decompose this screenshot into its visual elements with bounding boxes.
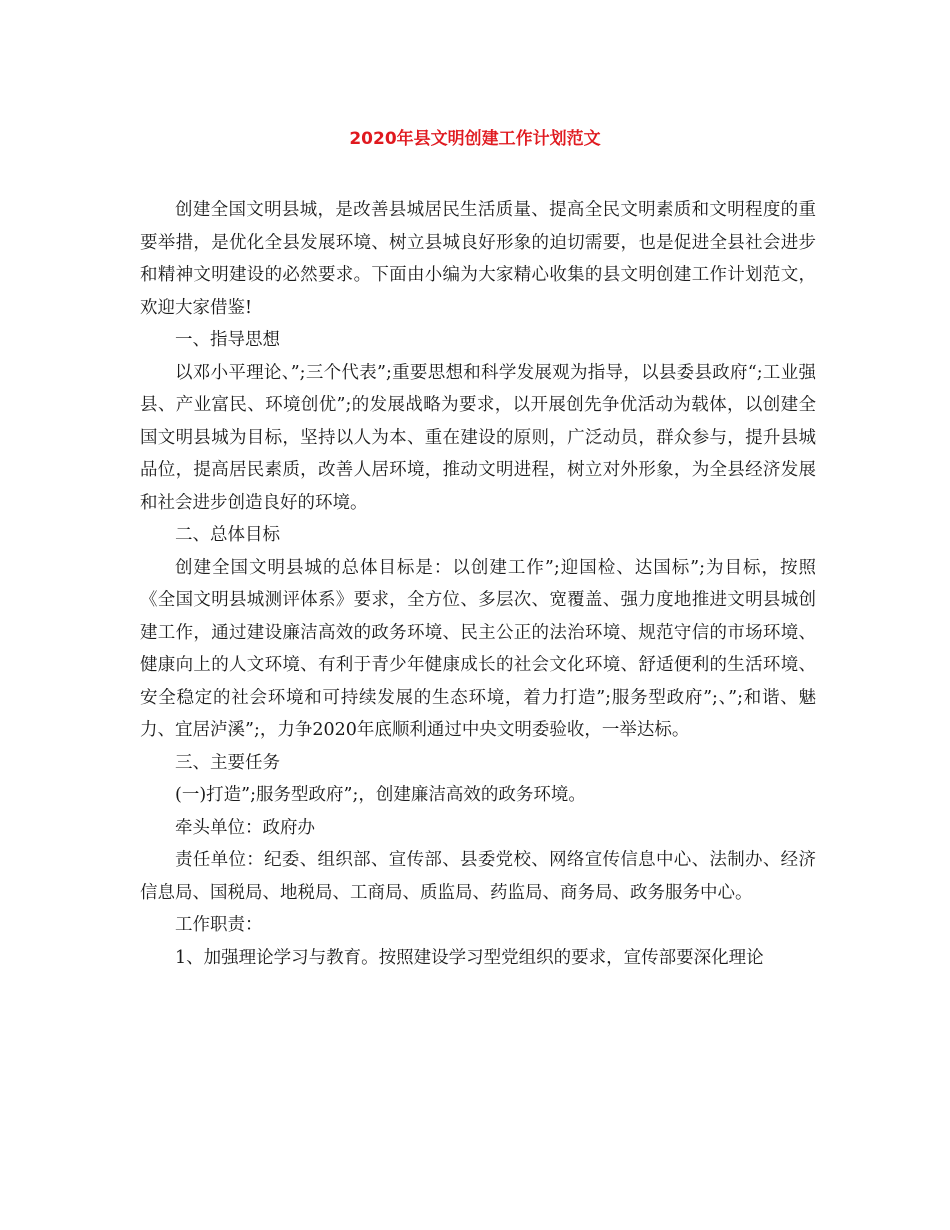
guiding-ideology-paragraph: 以邓小平理论、”;三个代表”;重要思想和科学发展观为指导，以县委县政府“;工业强县、产业富民、环境创优”;的发展战略为要求，以开展创先争优活动为载体，以创建全国文明县城为目标，坚持以人为本、重在建设的原则，广泛动员，群众参与，提升县城品位，提高居民素质，改善人居环境，推动文明进程，树立对外形象，为全县经济发展和社会进步创造良好的环境。 <box>140 362 816 513</box>
section-heading-guiding-ideology: 一、指导思想 <box>175 330 280 350</box>
lead-unit-line: 牵头单位：政府办 <box>175 817 315 838</box>
document-title: 2020年县文明创建工作计划范文 <box>349 129 601 149</box>
duty-item-1: 1、加强理论学习与教育。按照建设学习型党组织的要求，宣传部要深化理论 <box>175 947 764 968</box>
section-heading-overall-goal: 二、总体目标 <box>175 525 280 545</box>
responsible-units-paragraph: 责任单位：纪委、组织部、宣传部、县委党校、网络宣传信息中心、法制办、经济信息局、国税局、地税局、工商局、质监局、药监局、商务局、政务服务中心。 <box>140 850 816 903</box>
intro-paragraph: 创建全国文明县城，是改善县城居民生活质量、提高全民文明素质和文明程度的重要举措，是优化全县发展环境、树立县城良好形象的迫切需要，也是促进全县社会进步和精神文明建设的必然要求。下面由小编为大家精心收集的县文明创建工作计划范文，欢迎大家借鉴! <box>140 200 816 318</box>
duties-heading: 工作职责： <box>175 915 263 935</box>
document-body <box>140 194 816 974</box>
overall-goal-paragraph: 创建全国文明县城的总体目标是：以创建工作”;迎国检、达国标”;为目标，按照《全国文明县城测评体系》要求，全方位、多层次、宽覆盖、强力度地推进文明县城创建工作，通过建设廉洁高效的政务环境、民主公正的法治环境、规范守信的市场环境、健康向上的人文环境、有利于青少年健康成长的社会文化环境、舒适便利的生活环境、安全稳定的社会环境和可持续发展的生态环境，着力打造”;服务型政府”;、”;和谐、魅力、宜居泸溪”;，力争2020年底顺利通过中央文明委验收，一举达标。 <box>140 557 816 740</box>
task-one-heading: (一)打造”;服务型政府”;，创建廉洁高效的政务环境。 <box>175 785 586 805</box>
section-heading-main-tasks: 三、主要任务 <box>175 752 280 773</box>
